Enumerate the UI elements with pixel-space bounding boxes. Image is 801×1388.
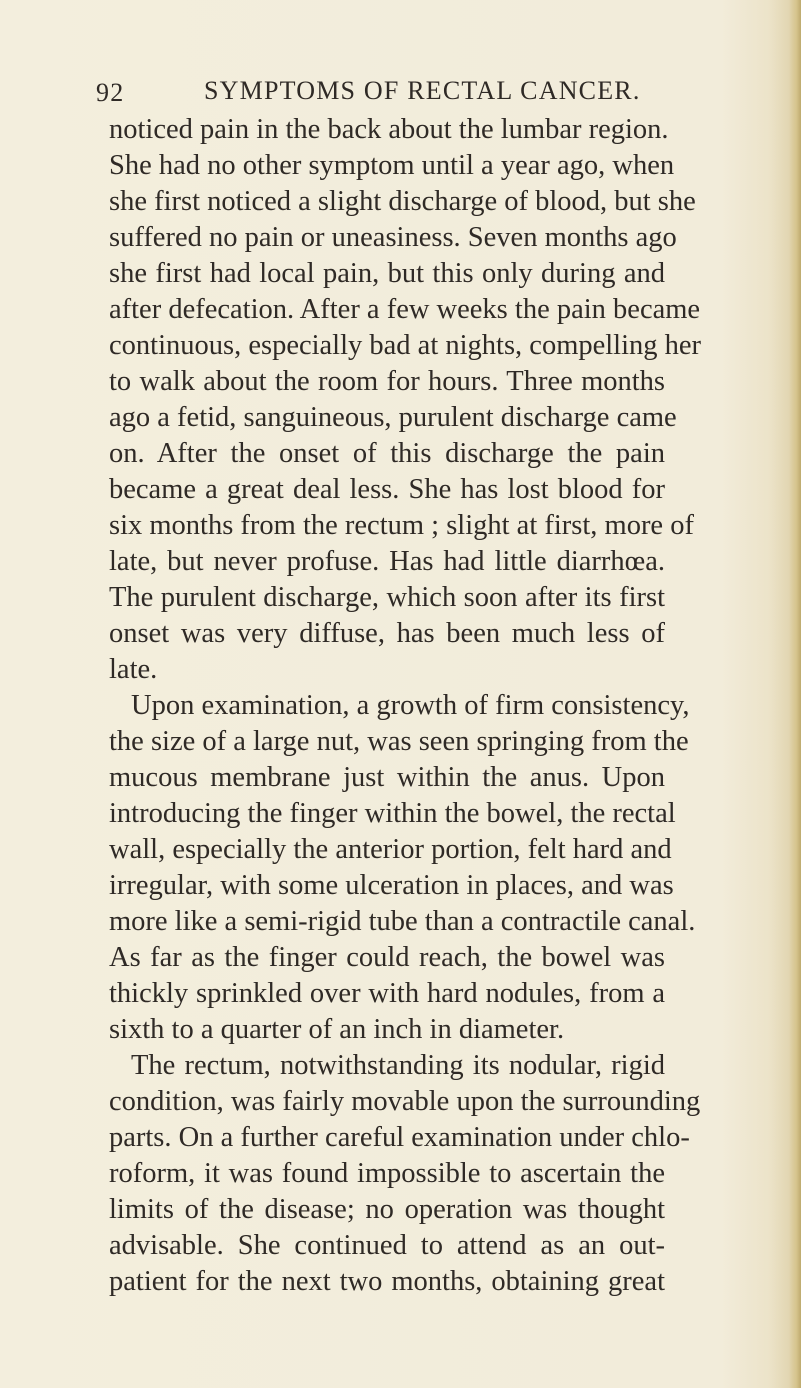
text-line: she first had local pain, but this only during and	[109, 258, 665, 289]
text-line: ago a fetid, sanguineous, purulent discharge came	[109, 402, 677, 433]
text-line: She had no other symptom until a year ago, when	[109, 150, 675, 181]
text-line: thickly sprinkled over with hard nodules, from a	[109, 978, 665, 1009]
text-line: six months from the rectum ; slight at first, more of	[109, 510, 694, 541]
text-line: became a great deal less. She has lost blood for	[109, 474, 665, 505]
text-line: As far as the finger could reach, the bowel was	[109, 942, 665, 973]
page-number: 92	[96, 78, 125, 107]
page-edge-shadow	[789, 0, 801, 1388]
text-line: roform, it was found impossible to ascertain the	[109, 1158, 665, 1189]
text-line: suffered no pain or uneasiness. Seven months ago	[109, 222, 677, 253]
text-line: onset was very diffuse, has been much less of	[109, 618, 665, 649]
text-line: wall, especially the anterior portion, felt hard and	[109, 834, 672, 865]
text-line: limits of the disease; no operation was thought	[109, 1194, 665, 1225]
text-line: condition, was fairly movable upon the surrounding	[109, 1086, 701, 1117]
text-line: introducing the finger within the bowel, the rectal	[109, 798, 676, 829]
page-header	[96, 76, 656, 110]
text-line: parts. On a further careful examination under chlo-	[109, 1122, 690, 1153]
text-line: irregular, with some ulceration in places, and was	[109, 870, 674, 901]
text-line: advisable. She continued to attend as an out-	[109, 1230, 665, 1261]
text-line: more like a semi-rigid tube than a contractile canal.	[109, 906, 696, 937]
text-line: late, but never profuse. Has had little diarrhœa.	[109, 546, 665, 577]
text-line: sixth to a quarter of an inch in diameter.	[109, 1014, 565, 1045]
text-line: The rectum, notwithstanding its nodular, rigid	[131, 1050, 665, 1081]
text-line: Upon examination, a growth of firm consistency,	[131, 690, 690, 721]
text-line: late.	[109, 654, 158, 685]
text-line: mucous membrane just within the anus. Upon	[109, 762, 665, 793]
text-line: noticed pain in the back about the lumbar region.	[109, 114, 669, 145]
text-line: patient for the next two months, obtaining great	[109, 1266, 665, 1297]
text-line: continuous, especially bad at nights, compelling her	[109, 330, 702, 361]
text-line: on. After the onset of this discharge the pain	[109, 438, 665, 469]
running-title: SYMPTOMS OF RECTAL CANCER.	[204, 76, 641, 105]
text-line: The purulent discharge, which soon after its first	[109, 582, 665, 613]
text-line: to walk about the room for hours. Three months	[109, 366, 665, 397]
text-line: after defecation. After a few weeks the pain became	[109, 294, 701, 325]
text-line: she first noticed a slight discharge of blood, but she	[109, 186, 696, 217]
text-line: the size of a large nut, was seen springing from the	[109, 726, 689, 757]
